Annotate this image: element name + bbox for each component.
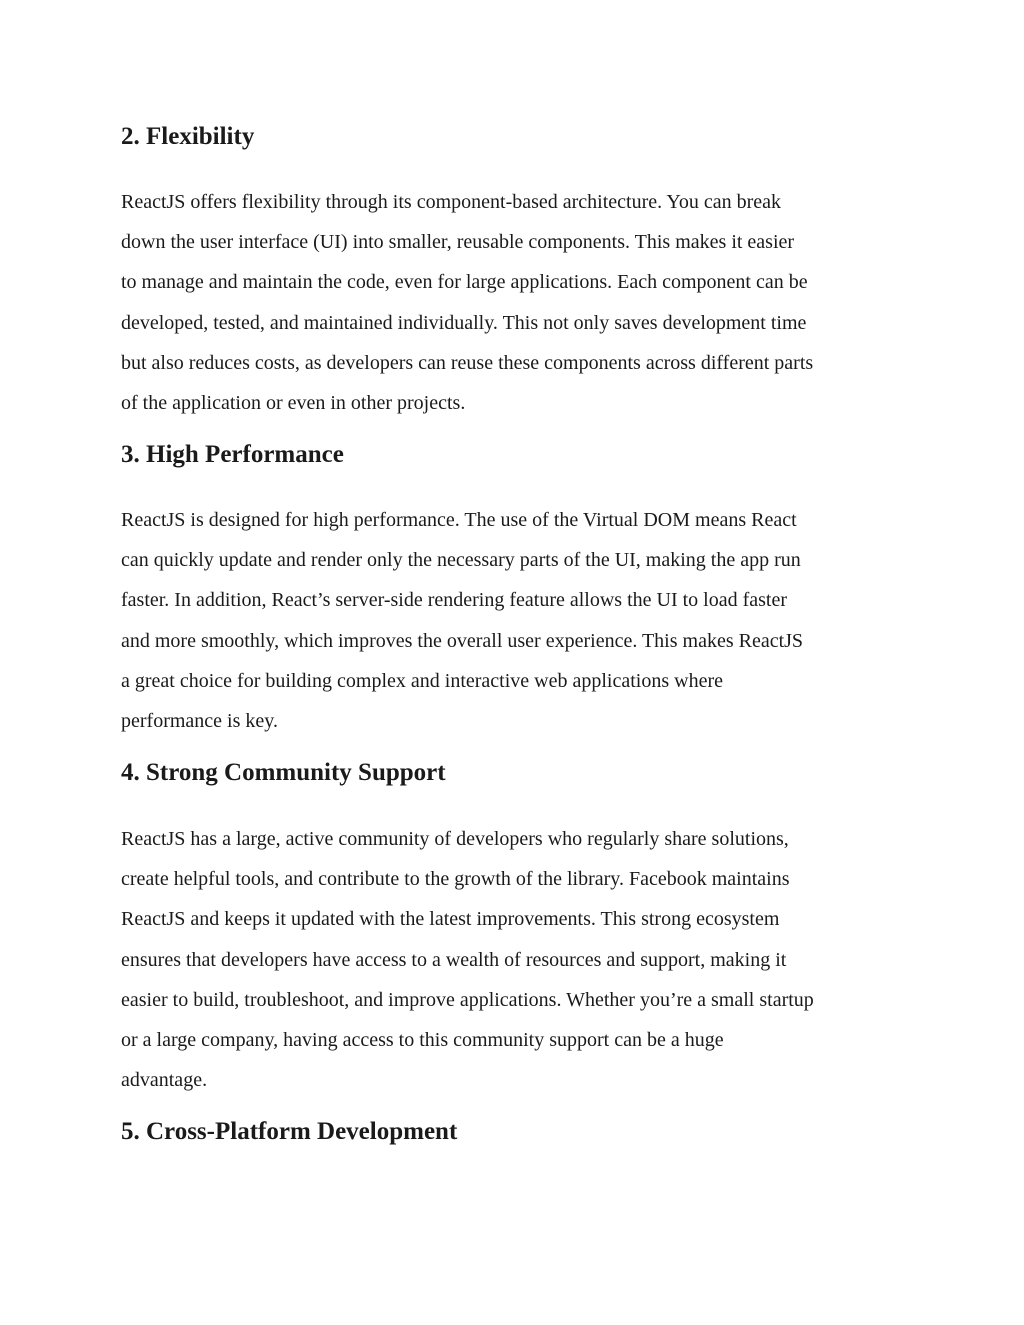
paragraph-line: easier to build, troubleshoot, and improve applications. Whether you’re a small startup <box>121 988 814 1011</box>
paragraph-line: or a large company, having access to this community support can be a huge <box>121 1028 724 1051</box>
section-heading-cross-platform: 5. Cross-Platform Development <box>121 1118 458 1145</box>
section-paragraph-flexibility <box>121 182 911 423</box>
paragraph-line: faster. In addition, React’s server-side rendering feature allows the UI to load faster <box>121 589 788 612</box>
section-paragraph-community-support <box>121 819 911 1100</box>
paragraph-line: can quickly update and render only the necessary parts of the UI, making the app run <box>121 549 801 572</box>
paragraph-line: and more smoothly, which improves the overall user experience. This makes ReactJS <box>121 629 804 652</box>
paragraph-line: ReactJS offers flexibility through its component-based architecture. You can break <box>121 191 782 213</box>
section-heading-flexibility: 2. Flexibility <box>121 123 255 150</box>
paragraph-line: developed, tested, and maintained individually. This not only saves development time <box>121 311 807 334</box>
paragraph-line: ReactJS and keeps it updated with the latest improvements. This strong ecosystem <box>121 908 780 931</box>
paragraph-line: advantage. <box>121 1069 208 1092</box>
section-heading-high-performance: 3. High Performance <box>121 441 344 468</box>
paragraph-line: of the application or even in other projects. <box>121 391 466 414</box>
paragraph-line: but also reduces costs, as developers can reuse these components across different parts <box>121 351 814 374</box>
paragraph-line: a great choice for building complex and interactive web applications where <box>121 669 723 692</box>
paragraph-line: performance is key. <box>121 709 278 732</box>
paragraph-line: ensures that developers have access to a wealth of resources and support, making it <box>121 948 787 971</box>
section-paragraph-high-performance <box>121 500 911 741</box>
section-heading-community-support: 4. Strong Community Support <box>121 759 446 786</box>
paragraph-line: to manage and maintain the code, even for large applications. Each component can be <box>121 271 808 294</box>
paragraph-line: create helpful tools, and contribute to the growth of the library. Facebook maintains <box>121 868 790 891</box>
paragraph-line: ReactJS is designed for high performance. The use of the Virtual DOM means React <box>121 509 797 531</box>
paragraph-line: down the user interface (UI) into smaller, reusable components. This makes it easier <box>121 231 795 254</box>
paragraph-line: ReactJS has a large, active community of developers who regularly share solutions, <box>121 828 789 850</box>
